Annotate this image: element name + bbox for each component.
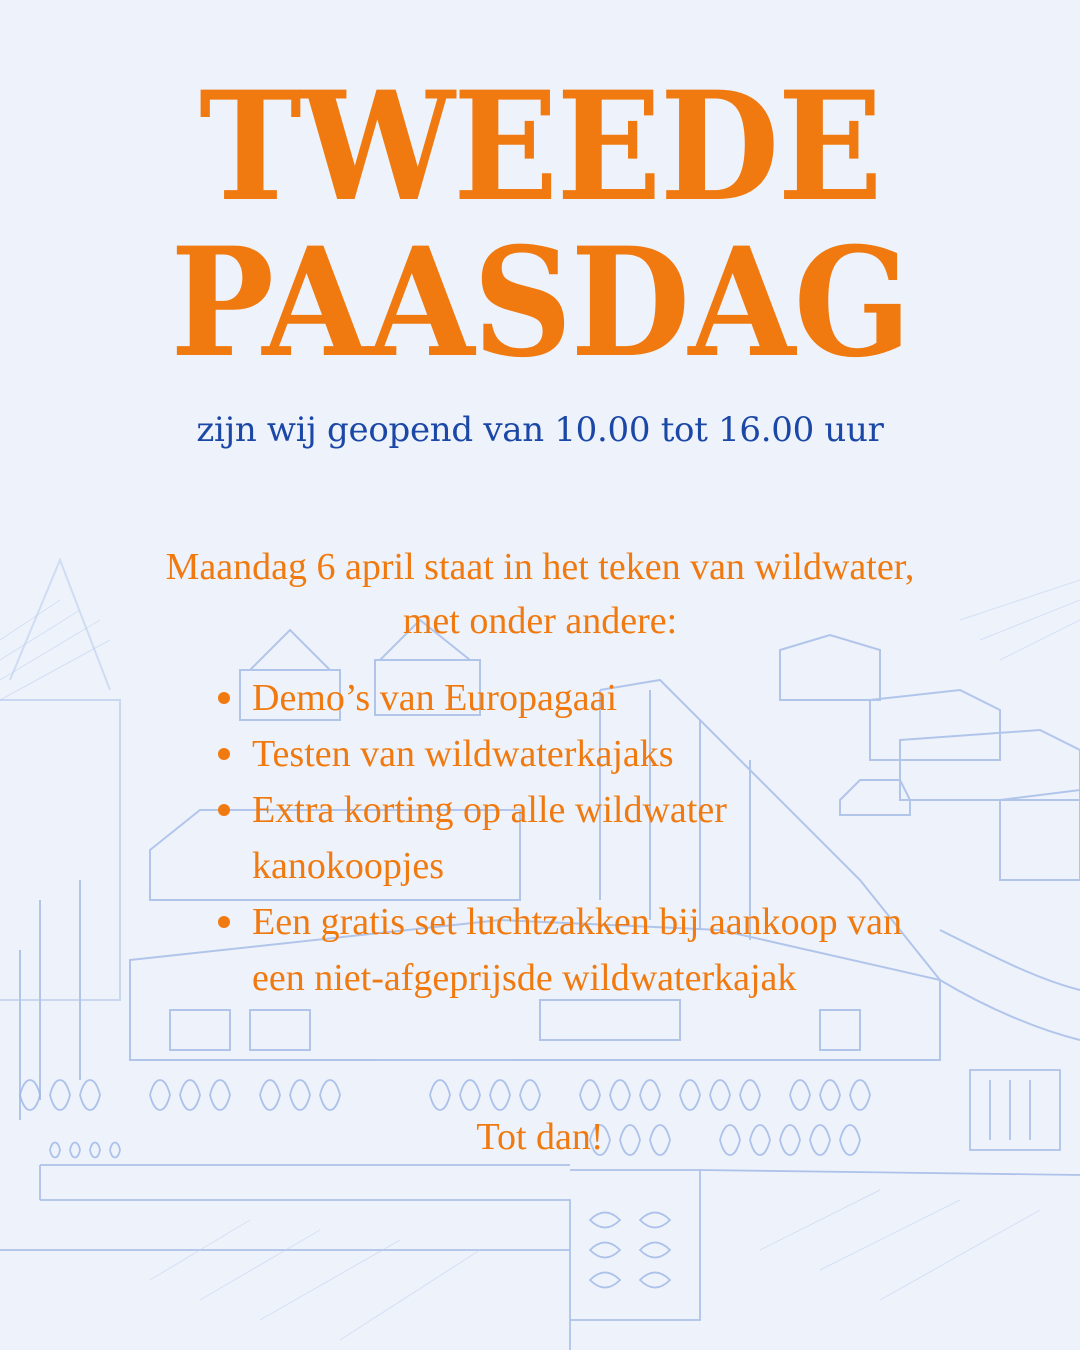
bullet-dot-icon: [218, 804, 230, 816]
list-item: [210, 782, 910, 894]
opening-hours-subtitle: zijn wij geopend van 10.00 tot 16.00 uur: [196, 410, 884, 450]
intro-paragraph: Maandag 6 april staat in het teken van wildwater, met onder andere:: [165, 546, 915, 642]
list-item: [210, 726, 910, 782]
bullet-dot-icon: [218, 748, 230, 760]
bullet-dot-icon: [218, 916, 230, 928]
list-item-label: Testen van wildwaterkajaks: [252, 733, 674, 775]
title-line-1: TWEEDE: [199, 59, 881, 235]
list-item: [210, 670, 910, 726]
list-item-label: Een gratis set luchtzakken bij aankoop van een niet-afgeprijsde wildwaterkajak: [252, 901, 903, 999]
list-item: [210, 894, 910, 1006]
list-item-label: Demo’s van Europagaai: [252, 677, 618, 719]
list-item-label: Extra korting op alle wildwater kanokoopjes: [252, 789, 727, 887]
activities-list: [210, 670, 910, 1006]
bullet-dot-icon: [218, 692, 230, 704]
title-line-2: PAASDAG: [170, 215, 910, 391]
closing-text: Tot dan!: [476, 1116, 604, 1158]
